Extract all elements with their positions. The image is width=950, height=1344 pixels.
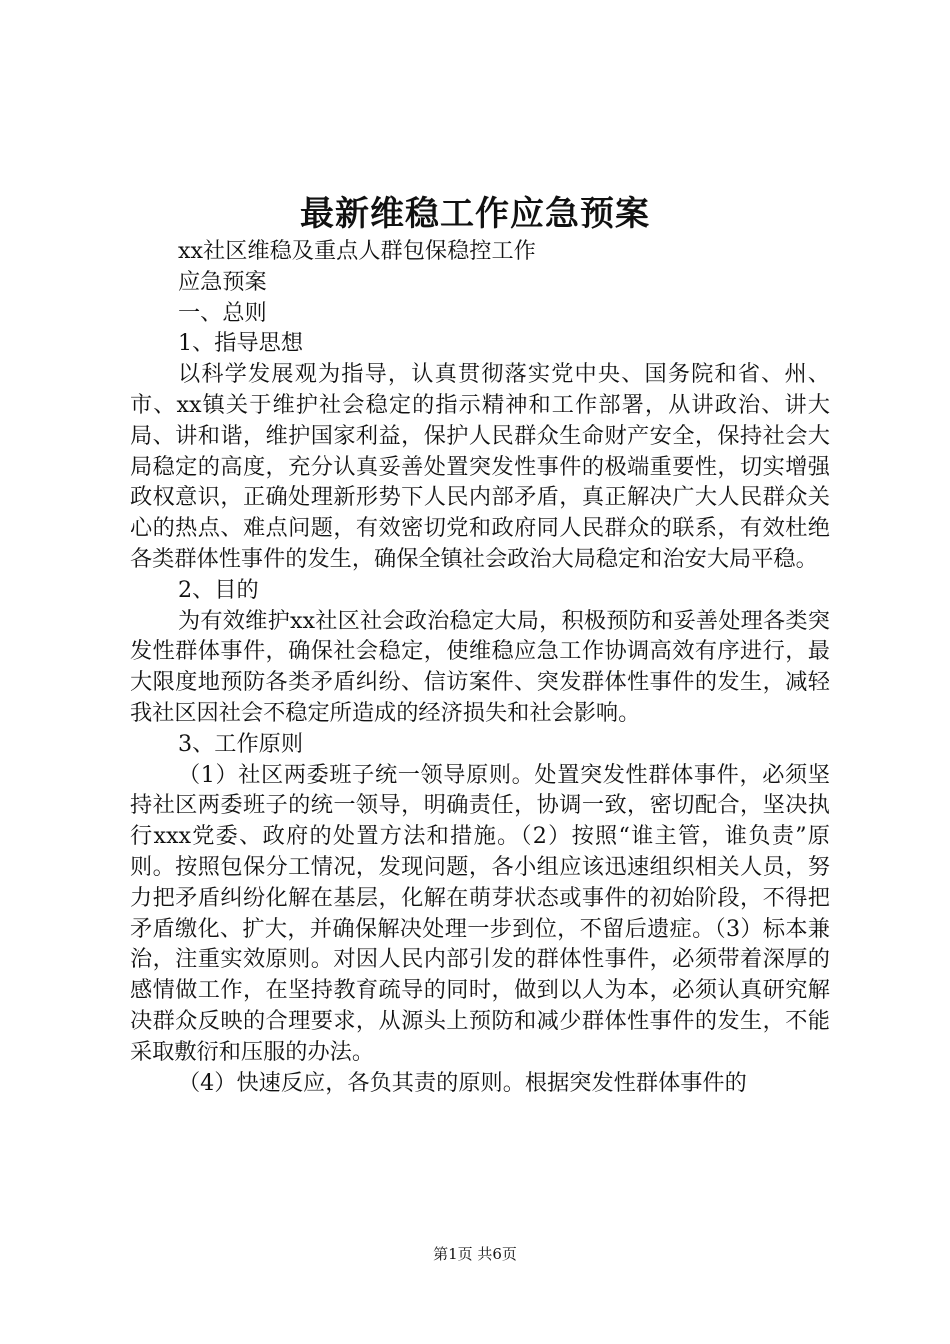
- section-heading-general: 一、总则: [178, 299, 267, 326]
- paragraph-principle-4: （4）快速反应，各负其责的原则。根据突发性群体事件的: [178, 1069, 747, 1096]
- document-title: 最新维稳工作应急预案: [300, 194, 650, 234]
- paragraph-guiding-thought: 以科学发展观为指导，认真贯彻落实党中央、国务院和省、州、市、xx镇关于维护社会稳定的指示精神和工作部署，从讲政治、讲大局、讲和谐，维护国家利益，保护人民群众生命财产安全，保持社会大局稳定的高度，充分认真妥善处置突发性事件的极端重要性，切实增强政权意识，正确处理新形势下人民内部矛盾，真正解决广大人民群众关心的热点、难点问题，有效密切党和政府同人民群众的联系，有效杜绝各类群体性事件的发生，确保全镇社会政治大局稳定和治安大局平稳。: [130, 361, 830, 572]
- subsection-heading-purpose: 2、目的: [178, 576, 259, 603]
- paragraph-heading-plan: 应急预案: [178, 268, 267, 295]
- paragraph-heading-community: xx社区维稳及重点人群包保稳控工作: [178, 238, 536, 264]
- subsection-heading-principles: 3、工作原则: [178, 730, 304, 757]
- paragraph-principles: （1）社区两委班子统一领导原则。处置突发性群体事件，必须坚持社区两委班子的统一领导，明确责任，协调一致，密切配合，坚决执行xxx党委、政府的处置方法和措施。（2）按照“谁主管，谁负责”原则。按照包保分工情况，发现问题，各小组应该迅速组织相关人员，努力把矛盾纠纷化解在基层，化解在萌芽状态或事件的初始阶段，不得把矛盾缴化、扩大，并确保解决处理一步到位，不留后遗症。（3）标本兼治，注重实效原则。对因人民内部引发的群体性事件，必须带着深厚的感情做工作，在坚持教育疏导的同时，做到以人为本，必须认真研究解决群众反映的合理要求，从源头上预防和减少群体性事件的发生，不能采取敷衍和压服的办法。: [130, 761, 830, 1065]
- page-footer: 第1页 共6页: [433, 1245, 517, 1263]
- document-body: [130, 236, 830, 1098]
- paragraph-purpose: 为有效维护xx社区社会政治稳定大局，积极预防和妥善处理各类突发性群体事件，确保社会稳定，使维稳应急工作协调高效有序进行，最大限度地预防各类矛盾纠纷、信访案件、突发群体性事件的发生，减轻我社区因社会不稳定所造成的经济损失和社会影响。: [130, 607, 830, 726]
- subsection-heading-guiding-thought: 1、指导思想: [178, 330, 304, 357]
